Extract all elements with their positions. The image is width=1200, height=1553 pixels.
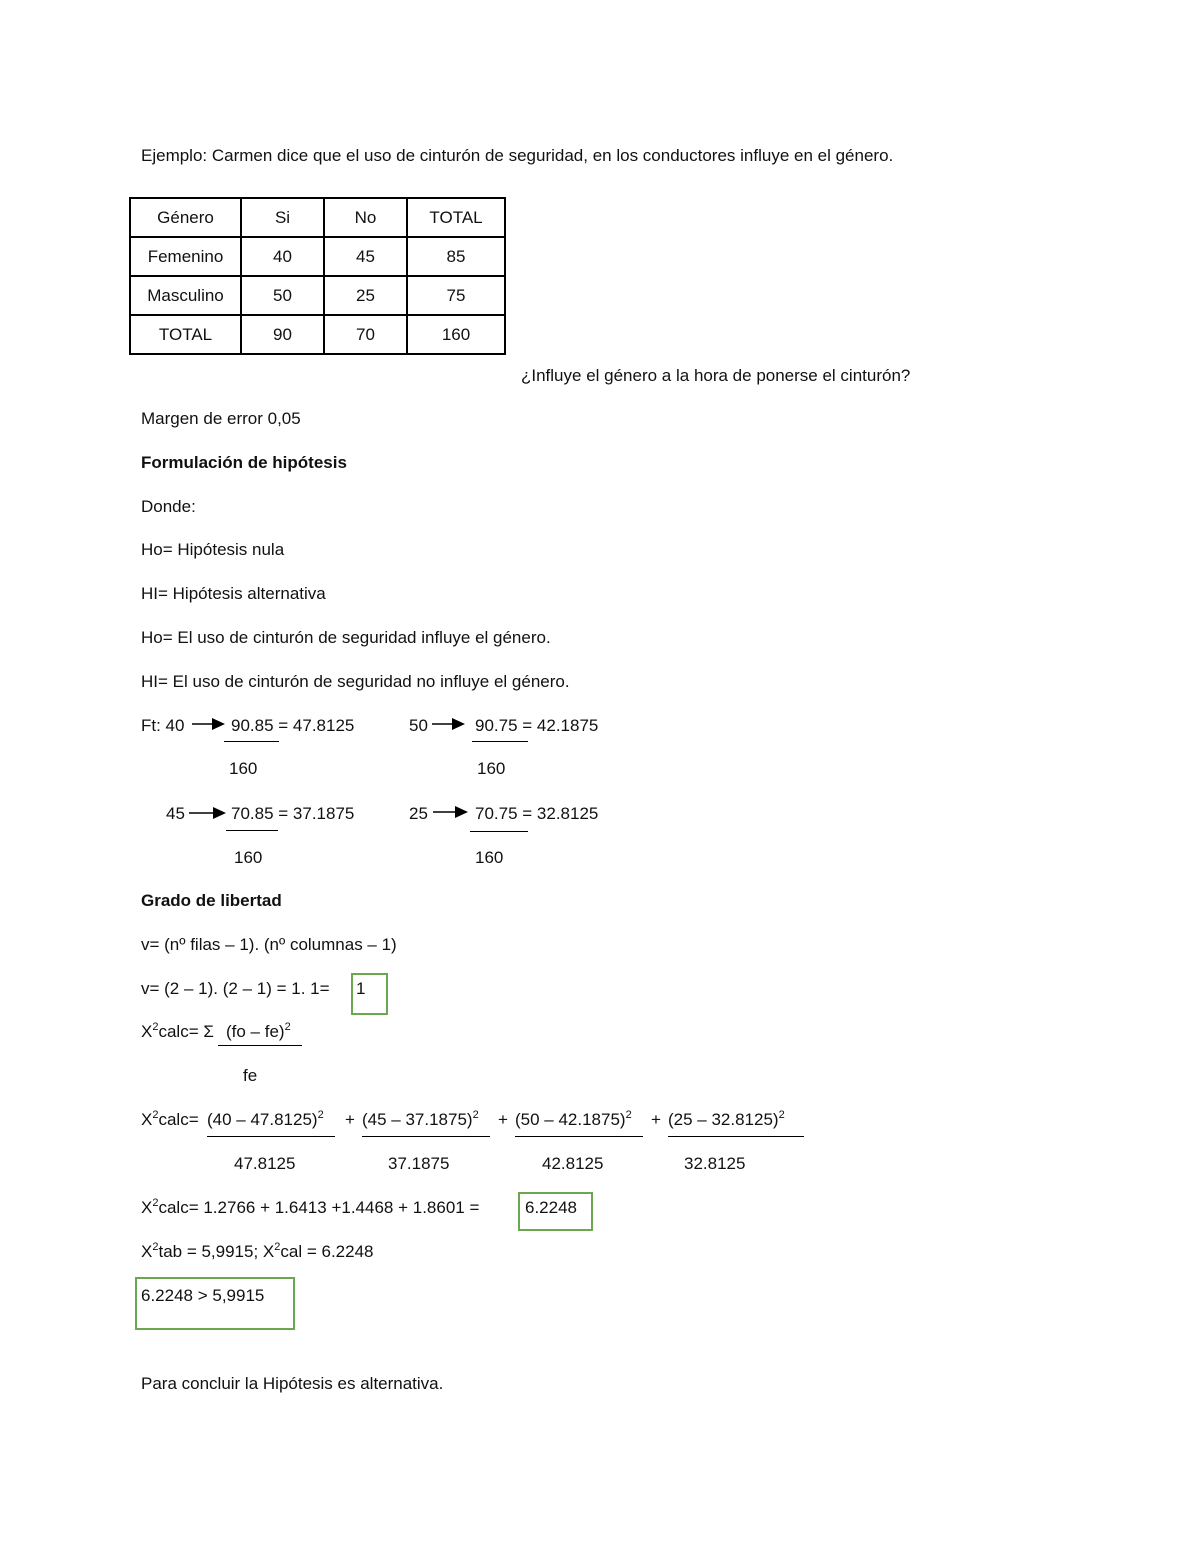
fraction-bar xyxy=(224,741,279,742)
fraction-bar xyxy=(218,1045,302,1046)
hi-definition: HI= Hipótesis alternativa xyxy=(141,584,326,603)
table-cell: 50 xyxy=(241,276,324,315)
chi-formula-denominator: fe xyxy=(243,1066,258,1085)
table-cell: Femenino xyxy=(130,237,241,276)
ft-fraction-2-denominator: 160 xyxy=(477,759,506,778)
table-header-cell: No xyxy=(324,198,407,237)
fraction-bar xyxy=(226,830,278,831)
fraction-bar xyxy=(472,741,528,742)
chi-term-1-numerator: (40 – 47.8125)$^2$ xyxy=(207,1109,324,1129)
contingency-table xyxy=(129,197,506,355)
chi-formula-prefix: $X^2calc= \Sigma$ xyxy=(141,1021,214,1041)
highlight-box xyxy=(518,1192,593,1231)
degrees-of-freedom-heading: Grado de libertad xyxy=(141,891,282,910)
ft-fraction-1-denominator: 160 xyxy=(229,759,258,778)
chi-formula-numerator: (fo – fe)$^2$ xyxy=(226,1021,291,1041)
margin-text: Margen de error 0,05 xyxy=(141,409,301,428)
intro-text: Ejemplo: Carmen dice que el uso de cinturón de seguridad, en los conductores influye en el género. xyxy=(141,146,894,165)
table-row xyxy=(130,276,505,315)
chi-term-3-denominator: 42.8125 xyxy=(542,1154,604,1173)
chi-term-1-denominator: 47.8125 xyxy=(234,1154,296,1173)
table-cell: 75 xyxy=(407,276,505,315)
table-row xyxy=(130,315,505,354)
v-calculation: v= (2 – 1). (2 – 1) = 1. 1= xyxy=(141,979,330,998)
ft-fraction-4-denominator: 160 xyxy=(475,848,504,867)
table-cell: 40 xyxy=(241,237,324,276)
arrow-right-icon xyxy=(433,804,469,820)
ft-lead-3: 45 xyxy=(166,804,185,823)
chi-term-3-num-text: (50 – 42.1875) xyxy=(515,1110,626,1129)
table-cell: 160 xyxy=(407,315,505,354)
table-header-cell: Género xyxy=(130,198,241,237)
table-cell: 45 xyxy=(324,237,407,276)
table-cell: 70 xyxy=(324,315,407,354)
chi-calc-prefix: $X^2calc=$ xyxy=(141,1109,199,1129)
plus-sign: + xyxy=(651,1110,661,1129)
highlight-box xyxy=(351,973,388,1015)
fraction-bar xyxy=(362,1136,490,1137)
ft-lead-2: 50 xyxy=(409,716,428,735)
ft-fraction-1-numerator: 90.85 = 47.8125 xyxy=(231,716,355,735)
ho-definition: Ho= Hipótesis nula xyxy=(141,540,285,559)
table-header-cell: Si xyxy=(241,198,324,237)
table-header-row xyxy=(130,198,505,237)
donde-text: Donde: xyxy=(141,497,196,516)
ft-fraction-2-numerator: 90.75 = 42.1875 xyxy=(475,716,599,735)
table-cell: Masculino xyxy=(130,276,241,315)
ft-fraction-3-numerator: 70.85 = 37.1875 xyxy=(231,804,355,823)
arrow-right-icon xyxy=(192,716,226,732)
ho-statement: Ho= El uso de cinturón de seguridad influye el género. xyxy=(141,628,551,647)
chi-term-2-denominator: 37.1875 xyxy=(388,1154,450,1173)
plus-sign: + xyxy=(345,1110,355,1129)
fraction-bar xyxy=(207,1136,335,1137)
table-cell: TOTAL xyxy=(130,315,241,354)
comparison-text: 6.2248 > 5,9915 xyxy=(141,1286,265,1305)
chi-term-3-numerator: (50 – 42.1875)$^2$ xyxy=(515,1109,632,1129)
chi-sum: $X^2calc= 1.2766 + 1.6413 +1.4468 + 1.8601$ = xyxy=(141,1197,480,1217)
chi-term-4-numerator: (25 – 32.8125)$^2$ xyxy=(668,1109,785,1129)
ft-fraction-4-numerator: 70.75 = 32.8125 xyxy=(475,804,599,823)
table-cell: 85 xyxy=(407,237,505,276)
question-text: ¿Influye el género a la hora de ponerse el cinturón? xyxy=(521,366,911,385)
chi-term-1-num-text: (40 – 47.8125) xyxy=(207,1110,318,1129)
plus-sign: + xyxy=(498,1110,508,1129)
arrow-right-icon xyxy=(189,805,227,821)
chi-tab-line: $X^2tab = 5,9915$; $X^2cal = 6.2248$ xyxy=(141,1241,374,1261)
v-formula: v= (nº filas – 1). (nº columnas – 1) xyxy=(141,935,397,954)
table-cell: 90 xyxy=(241,315,324,354)
ft-fraction-3-denominator: 160 xyxy=(234,848,263,867)
chi-x: X xyxy=(141,1022,153,1041)
highlight-box xyxy=(135,1277,295,1330)
chi-formula-rest: calc= Σ xyxy=(158,1022,214,1041)
chi-formula-num-text: (fo – fe) xyxy=(226,1022,285,1041)
ft-lead-4: 25 xyxy=(409,804,428,823)
table-cell: 25 xyxy=(324,276,407,315)
chi-term-4-denominator: 32.8125 xyxy=(684,1154,746,1173)
table-header-cell: TOTAL xyxy=(407,198,505,237)
ft-label: Ft: 40 xyxy=(141,716,185,735)
fraction-bar xyxy=(470,831,528,832)
chi-term-2-num-text: (45 – 37.1875) xyxy=(362,1110,473,1129)
v-result: 1 xyxy=(356,979,366,998)
chi-tab-tail: cal = 6.2248 xyxy=(280,1242,374,1261)
chi-sum-result: 6.2248 xyxy=(525,1198,577,1217)
conclusion-text: Para concluir la Hipótesis es alternativa. xyxy=(141,1374,444,1393)
hypothesis-heading: Formulación de hipótesis xyxy=(141,453,347,472)
table-row xyxy=(130,237,505,276)
fraction-bar xyxy=(668,1136,804,1137)
chi-term-4-num-text: (25 – 32.8125) xyxy=(668,1110,779,1129)
fraction-bar xyxy=(515,1136,643,1137)
chi-sum-text: calc= 1.2766 + 1.6413 +1.4468 + 1.8601 = xyxy=(158,1198,480,1217)
chi-term-2-numerator: (45 – 37.1875)$^2$ xyxy=(362,1109,479,1129)
chi-tab-text: tab = 5,9915; X xyxy=(158,1242,275,1261)
hi-statement: HI= El uso de cinturón de seguridad no influye el género. xyxy=(141,672,570,691)
arrow-right-icon xyxy=(432,716,466,732)
